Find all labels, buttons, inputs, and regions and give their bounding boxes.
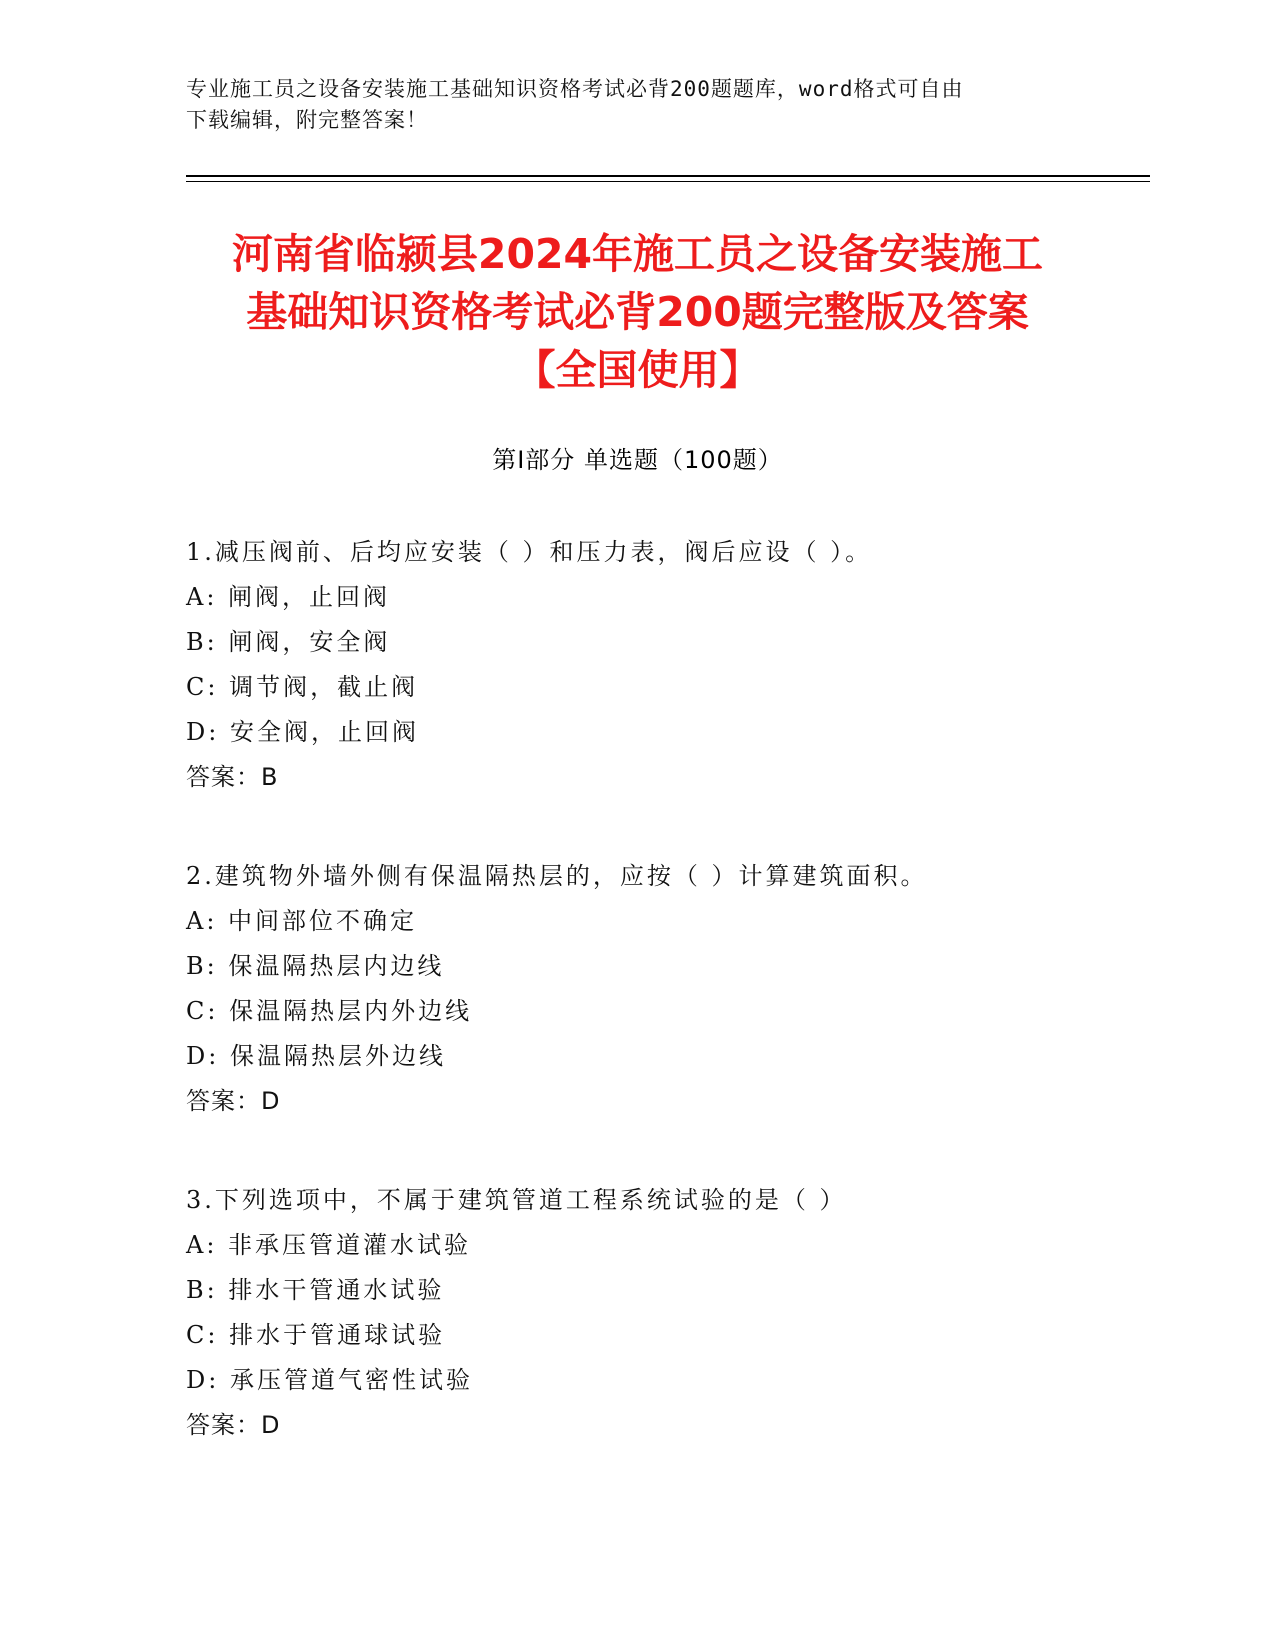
option-b: B: 保温隔热层内边线 bbox=[186, 952, 445, 980]
answer: 答案：D bbox=[186, 1087, 281, 1115]
option-b: B: 排水干管通水试验 bbox=[186, 1276, 445, 1304]
option-a: A: 非承压管道灌水试验 bbox=[186, 1231, 472, 1259]
question-3 bbox=[186, 1178, 1146, 1448]
answer: 答案：B bbox=[186, 763, 279, 791]
header-divider-thick bbox=[186, 175, 1150, 177]
answer: 答案：D bbox=[186, 1411, 281, 1439]
question-stem: 3.下列选项中，不属于建筑管道工程系统试验的是（ ） bbox=[186, 1186, 847, 1214]
header-divider-thin bbox=[186, 181, 1150, 182]
option-c: C: 保温隔热层内外边线 bbox=[186, 997, 473, 1025]
document-title bbox=[150, 225, 1125, 399]
option-d: D: 承压管道气密性试验 bbox=[186, 1366, 473, 1394]
option-b: B: 闸阀，安全阀 bbox=[186, 628, 391, 656]
question-2 bbox=[186, 854, 1146, 1124]
option-c: C: 排水于管通球试验 bbox=[186, 1321, 446, 1349]
document-title-line-2: 基础知识资格考试必背200题完整版及答案 bbox=[246, 288, 1029, 336]
option-d: D: 保温隔热层外边线 bbox=[186, 1042, 446, 1070]
option-d: D: 安全阀，止回阀 bbox=[186, 718, 419, 746]
option-a: A: 闸阀，止回阀 bbox=[186, 583, 391, 611]
section-heading: 第Ⅰ部分 单选题（100题） bbox=[492, 446, 783, 474]
document-title-line-1: 河南省临颍县2024年施工员之设备安装施工 bbox=[231, 230, 1044, 278]
question-stem: 1.减压阀前、后均应安装（ ）和压力表，阀后应设（ ）。 bbox=[186, 538, 873, 566]
document-title-line-3: 【全国使用】 bbox=[514, 346, 761, 394]
question-1 bbox=[186, 530, 1146, 800]
header-note-line-1: 专业施工员之设备安装施工基础知识资格考试必背200题题库，word格式可自由 bbox=[186, 77, 964, 101]
header-note bbox=[186, 74, 1086, 136]
question-list bbox=[186, 530, 1146, 1502]
header-note-line-2: 下载编辑，附完整答案！ bbox=[186, 108, 428, 132]
option-c: C: 调节阀，截止阀 bbox=[186, 673, 419, 701]
question-stem: 2.建筑物外墙外侧有保温隔热层的，应按（ ）计算建筑面积。 bbox=[186, 862, 928, 890]
option-a: A: 中间部位不确定 bbox=[186, 907, 418, 935]
